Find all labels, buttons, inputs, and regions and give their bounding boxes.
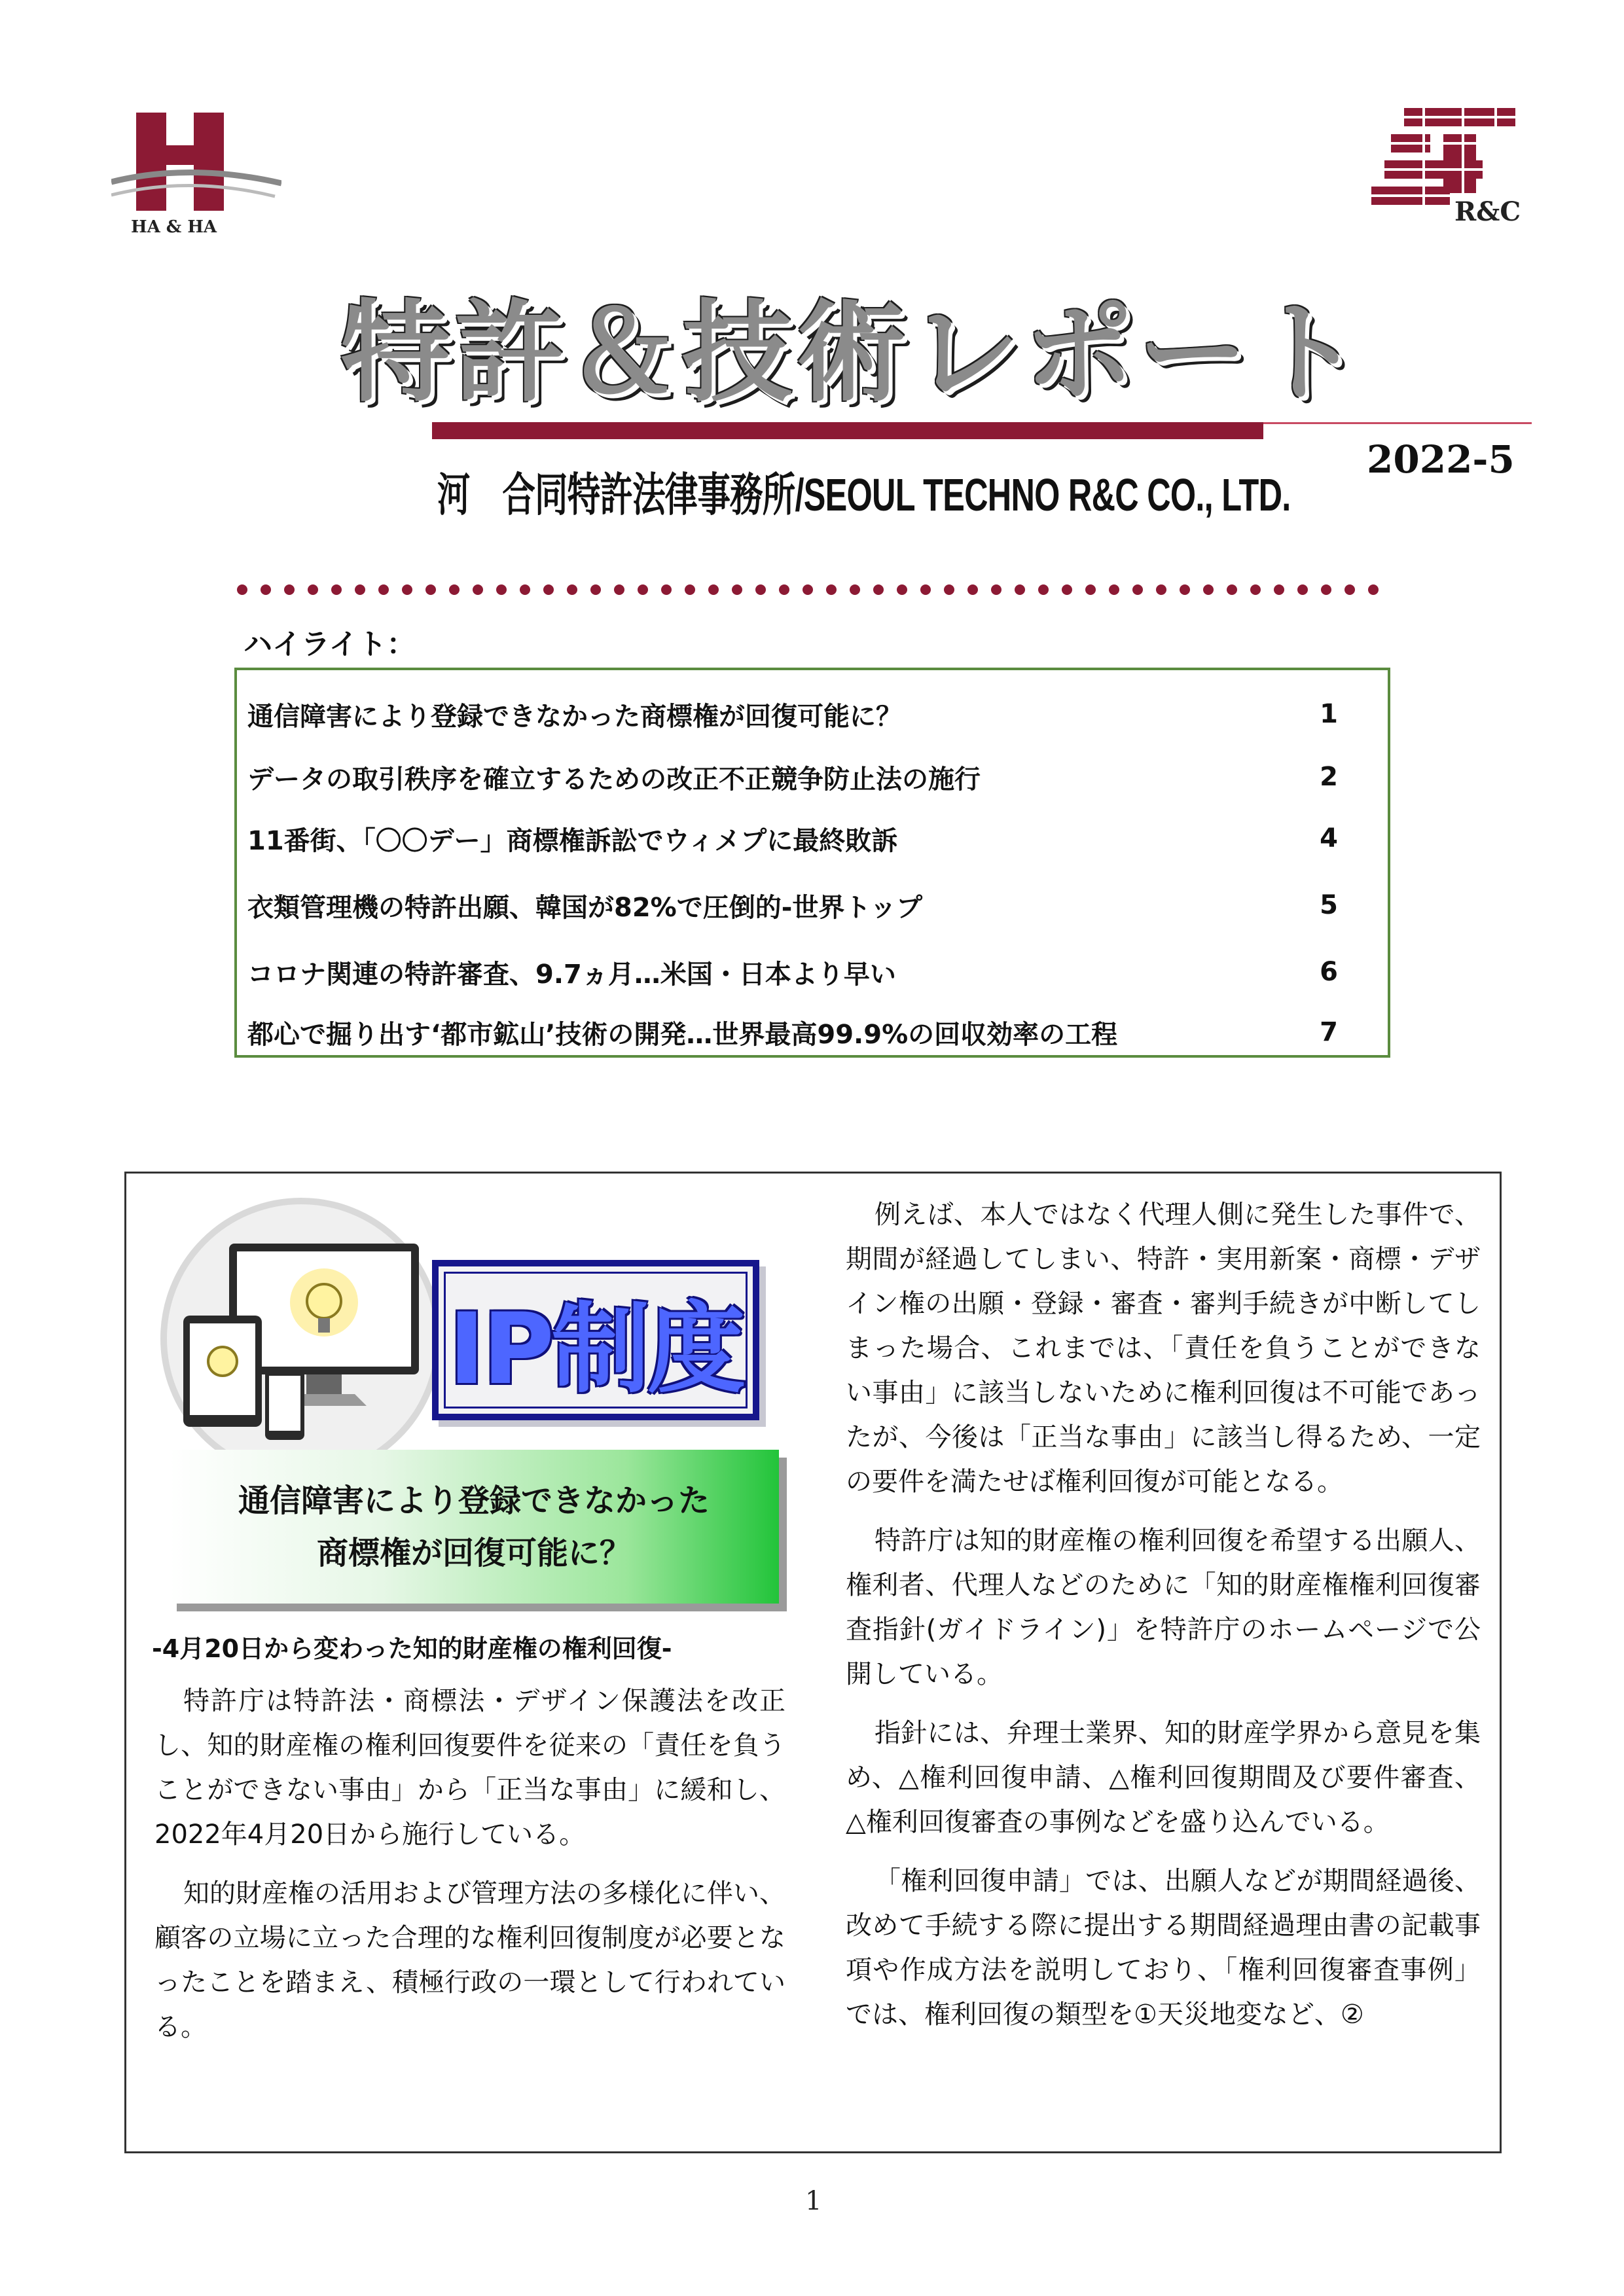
divider-dot xyxy=(614,584,624,595)
divider-dot xyxy=(991,584,1001,595)
highlight-title: データの取引秩序を確立するための改正不正競争防止法の施行 xyxy=(247,764,981,795)
divider-dot xyxy=(661,584,672,595)
divider-dot xyxy=(402,584,412,595)
article-paragraph: 知的財産権の活用および管理方法の多様化に伴い、顧客の立場に立った合理的な権利回復制度が必要となったことを踏まえ、積極行政の一環として行われている。 xyxy=(154,1878,785,2042)
divider-dot xyxy=(732,584,742,595)
highlight-item[interactable] xyxy=(247,1003,1377,1062)
highlight-title: 11番街、「〇〇デー」商標権訴訟でウィメプに最終敗訴 xyxy=(247,825,898,856)
divider-dot xyxy=(897,584,907,595)
article-paragraph: 例えば、本人ではなく代理人側に発生した事件で、期間が経過してしまい、特許・実用新案・商標・デザイン権の出願・登録・審査・審判手続きが中断してしまった場合、これまでは、「責任を負うことができない事由」に該当しないために権利回復は不可能であったが、今後は「正当な事由」に該当し得るため、一定の要件を満たせば権利回復が可能となる。 xyxy=(846,1200,1481,1497)
seoul-techno-logo-caption: R&C xyxy=(1454,196,1521,227)
divider-dot xyxy=(425,584,436,595)
title-underline-thin xyxy=(1263,422,1532,424)
title-underline-bar xyxy=(432,422,1263,439)
divider-dot xyxy=(520,584,530,595)
highlight-page: 4 xyxy=(1320,823,1338,853)
highlight-page: 1 xyxy=(1320,699,1338,729)
divider-dot xyxy=(708,584,719,595)
divider-dot xyxy=(237,584,247,595)
highlight-title: 衣類管理機の特許出願、韓国が82%で圧倒的-世界トップ xyxy=(247,892,923,923)
divider-dot xyxy=(331,584,342,595)
divider-dot xyxy=(1132,584,1143,595)
divider-dot xyxy=(850,584,860,595)
ip-system-badge xyxy=(432,1260,759,1420)
divider-dot xyxy=(1015,584,1025,595)
divider-dot xyxy=(638,584,648,595)
dotted-divider xyxy=(236,583,1388,597)
highlight-item[interactable] xyxy=(247,942,1377,1001)
article-paragraph: 「権利回復申請」では、出願人などが期間経過後、改めて手続する際に提出する期間経過理由書の記載事項や作成方法を説明しており、「権利回復審査事例」では、権利回復の類型を①天災地変など、② xyxy=(846,1866,1481,2030)
article-column-left xyxy=(154,1679,785,2064)
divider-dot xyxy=(1227,584,1237,595)
highlight-page: 2 xyxy=(1320,762,1338,792)
divider-dot xyxy=(944,584,954,595)
divider-dot xyxy=(355,584,365,595)
divider-dot xyxy=(308,584,318,595)
devices-lightbulb-icon xyxy=(151,1198,452,1479)
ip-system-badge-text: IP制度 xyxy=(448,1292,743,1407)
divider-dot xyxy=(1038,584,1049,595)
highlight-page: 6 xyxy=(1320,957,1338,987)
divider-dot xyxy=(1297,584,1308,595)
divider-dot xyxy=(873,584,884,595)
divider-dot xyxy=(685,584,695,595)
divider-dot xyxy=(1203,584,1214,595)
divider-dot xyxy=(1368,584,1379,595)
divider-dot xyxy=(1085,584,1096,595)
article-column-right xyxy=(846,1193,1481,2051)
highlight-item[interactable] xyxy=(247,876,1377,935)
article-paragraph: 指針には、弁理士業界、知的財産学界から意見を集め、△権利回復申請、△権利回復期間及び要件審査、△権利回復審査の事例などを盛り込んでいる。 xyxy=(846,1718,1481,1837)
highlights-heading: ハイライト： xyxy=(244,628,416,661)
divider-dot xyxy=(826,584,837,595)
divider-dot xyxy=(543,584,554,595)
divider-dot xyxy=(1180,584,1190,595)
highlight-item[interactable] xyxy=(247,809,1377,868)
divider-dot xyxy=(284,584,295,595)
divider-dot xyxy=(473,584,483,595)
highlight-page: 7 xyxy=(1320,1017,1338,1047)
report-title: 特許＆技術レポート xyxy=(340,289,1365,417)
issue-date: 2022-5 xyxy=(1367,437,1515,482)
page-number: 1 xyxy=(805,2186,822,2216)
highlight-item[interactable] xyxy=(247,685,1377,744)
divider-dot xyxy=(1250,584,1261,595)
divider-dot xyxy=(920,584,931,595)
highlight-page: 5 xyxy=(1320,890,1338,920)
article-headline xyxy=(169,1450,779,1604)
divider-dot xyxy=(1109,584,1119,595)
divider-dot xyxy=(1321,584,1331,595)
divider-dot xyxy=(803,584,813,595)
divider-dot xyxy=(967,584,978,595)
article-headline-line: 通信障害により登録できなかった xyxy=(238,1482,710,1519)
divider-dot xyxy=(449,584,460,595)
company-name: 河 合同特許法律事務所/SEOUL TECHNO R&C CO., LTD. xyxy=(437,469,1291,520)
divider-dot xyxy=(496,584,507,595)
article-subheading: -4月20日から変わった知的財産権の権利回復- xyxy=(152,1634,672,1663)
highlight-title: 都心で掘り出す‘都市鉱山’技術の開発…世界最高99.9%の回収効率の工程 xyxy=(247,1019,1118,1050)
highlight-title: 通信障害により登録できなかった商標権が回復可能に？ xyxy=(247,701,902,732)
divider-dot xyxy=(567,584,577,595)
divider-dot xyxy=(779,584,789,595)
highlight-title: コロナ関連の特許審査、9.7ヵ月…米国・日本より早い xyxy=(247,959,896,990)
divider-dot xyxy=(1344,584,1355,595)
ha-ha-logo-caption: HA & HA xyxy=(131,217,217,237)
divider-dot xyxy=(261,584,271,595)
divider-dot xyxy=(590,584,601,595)
article-paragraph: 特許庁は知的財産権の権利回復を希望する出願人、権利者、代理人などのために「知的財産権権利回復審査指針(ガイドライン)」を特許庁のホームページで公開している。 xyxy=(846,1526,1481,1689)
article-paragraph: 特許庁は特許法・商標法・デザイン保護法を改正し、知的財産権の権利回復要件を従来の「責任を負うことができない事由」から「正当な事由」に緩和し、2022年4月20日から施行している。 xyxy=(154,1686,785,1850)
divider-dot xyxy=(755,584,766,595)
highlight-item[interactable] xyxy=(247,747,1377,806)
highlights-box xyxy=(234,668,1390,1058)
divider-dot xyxy=(1274,584,1284,595)
article-headline-line: 商標権が回復可能に？ xyxy=(316,1534,631,1571)
divider-dot xyxy=(1062,584,1072,595)
divider-dot xyxy=(1156,584,1166,595)
divider-dot xyxy=(378,584,389,595)
